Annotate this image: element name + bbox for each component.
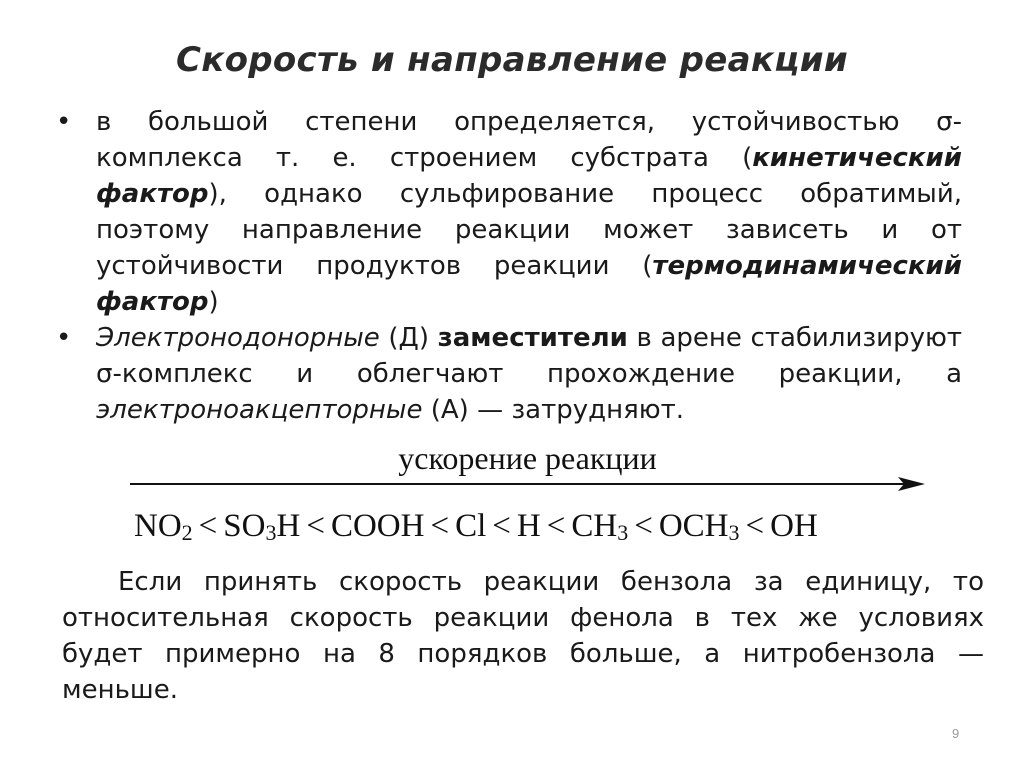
bullet-item-substituents (96, 320, 962, 428)
bullet-text: в большой степени определяется, устойчивостью σ-комплекса т. е. строением субстрата ( (96, 107, 962, 173)
formula-tail: H (276, 508, 301, 544)
substituent-formula (659, 508, 740, 544)
bullet-item-kinetic (96, 104, 962, 320)
formula-main: OH (770, 508, 818, 544)
acceptor-term: электроноакцепторные (96, 395, 423, 425)
substituent-formula (331, 508, 425, 544)
substituent-formula (455, 508, 486, 544)
substituent-formula (770, 508, 818, 544)
substituent-formula (134, 508, 193, 544)
conclusion-paragraph: Если принять скорость реакции бензола за единицу, то относительная скорость реакции фенола в тех же условиях будет примерно на 8 порядков больше, а нитробензола — меньше. (62, 567, 984, 705)
less-than-operator: < (745, 508, 765, 544)
formula-main: CH (571, 508, 618, 544)
reaction-acceleration-arrow (130, 440, 925, 500)
formula-main: OCH (658, 508, 729, 544)
bullet-text: (Д) (379, 323, 438, 353)
formula-main: H (516, 508, 541, 544)
less-than-operator: < (634, 508, 653, 544)
less-than-operator: < (546, 508, 566, 544)
less-than-operator: < (430, 508, 450, 544)
formula-main: COOH (330, 508, 425, 544)
less-than-operator: < (306, 508, 325, 544)
thermodynamic-factor-term: термодинамический фактор (96, 251, 962, 317)
substituent-series (134, 508, 934, 546)
substituent-formula (517, 508, 541, 544)
slide-title: Скорость и направление реакции (175, 40, 849, 80)
less-than-operator: < (492, 508, 511, 544)
bullet-text: ) (208, 287, 219, 317)
substituent-formula (223, 508, 300, 544)
donor-term: Электронодонорные (96, 323, 380, 353)
kinetic-factor-term: кинетический фактор (96, 143, 962, 209)
formula-subscript: 3 (265, 520, 277, 545)
formula-main: SO (223, 508, 266, 544)
arrow-label: ускорение реакции (398, 440, 657, 476)
bullet-text: (А) — затрудняют. (422, 395, 685, 425)
bullet-text: ), однако сульфирование процесс обратимый, поэтому направление реакции может зависеть и от устойчивости продуктов реакции ( (96, 179, 962, 281)
formula-main: NO (134, 508, 182, 544)
substituent-formula (571, 508, 628, 544)
formula-subscript: 2 (181, 520, 193, 545)
formula-subscript: 3 (617, 520, 629, 545)
formula-subscript: 3 (728, 520, 740, 545)
page-number: 9 (952, 726, 960, 741)
formula-main: Cl (455, 508, 487, 544)
less-than-operator: < (198, 508, 218, 544)
right-arrow-icon (130, 474, 925, 494)
substituents-term: заместители (437, 323, 628, 353)
bullet-text: в арене стабилизируют σ-комплекс и облегчают прохождение реакции, а (96, 323, 962, 389)
